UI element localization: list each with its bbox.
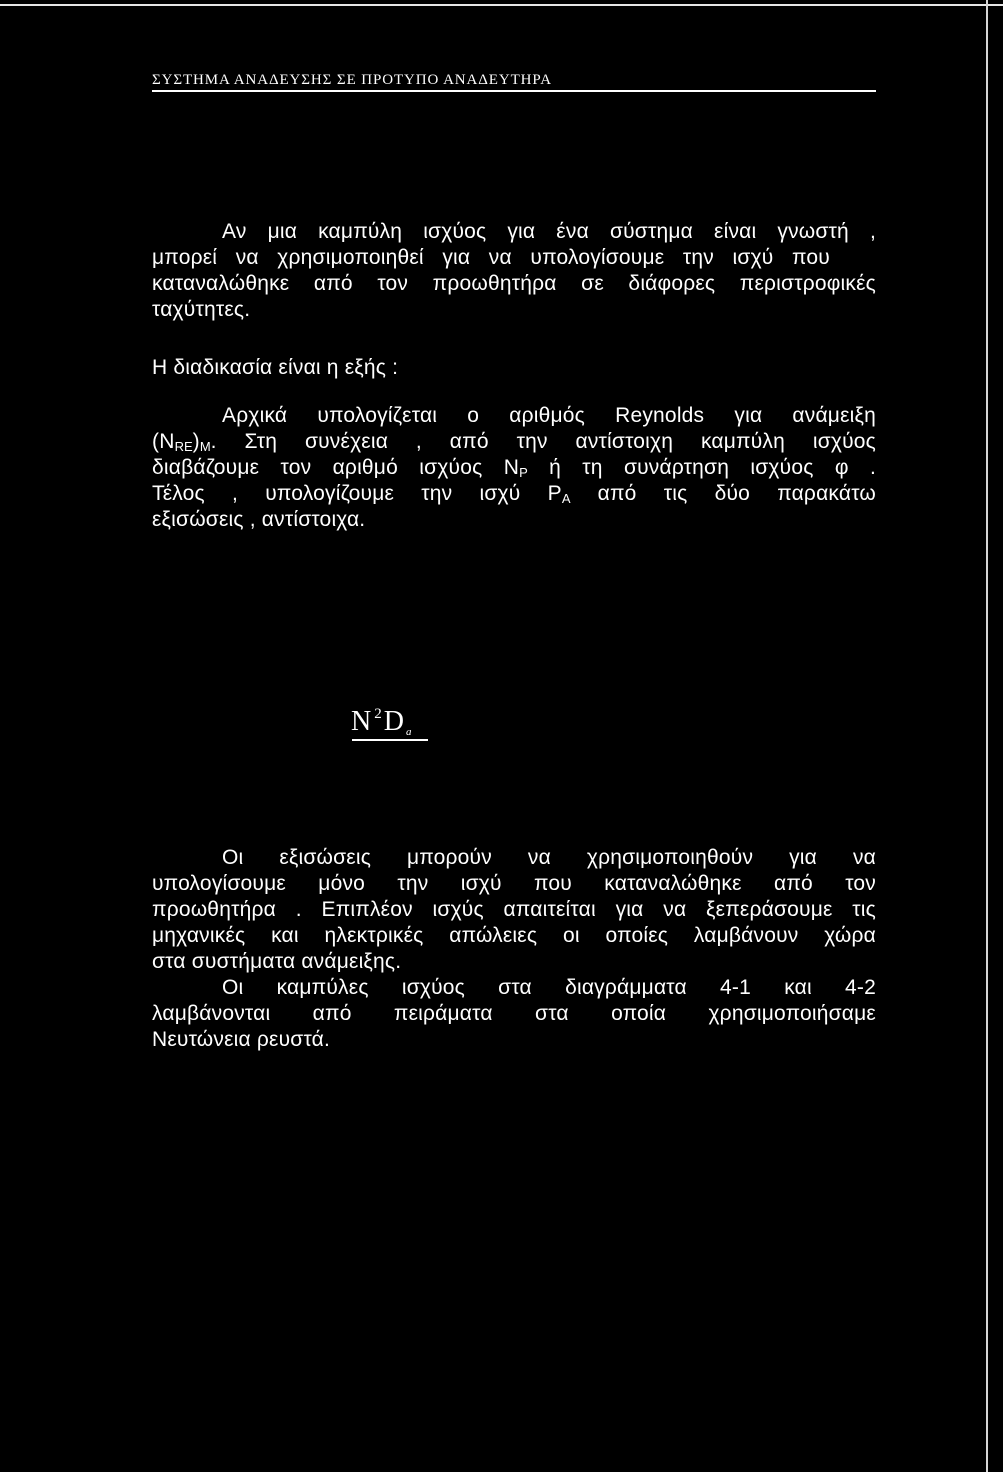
equation-superscript: 2 [374,706,382,722]
paragraph-4-line-4: μηχανικές και ηλεκτρικές απώλειες οι οποίες λαμβάνουν χώρα [152,924,876,947]
subscript-p: P [519,465,528,480]
header-underline [152,90,876,92]
equation-n: N [351,706,372,737]
paragraph-1-line-3: καταναλώθηκε από τον προωθητήρα σε διάφορες περιστροφικές [152,272,876,295]
paragraph-3-line-3-start: διαβάζουμε τον αριθμό ισχύος N [152,456,520,479]
equation-subscript: a [405,726,412,738]
subscript-m: M [199,439,211,454]
paragraph-4-line-6: Οι καμπύλες ισχύος στα διαγράμματα 4-1 και 4-2 [222,976,876,999]
equation [351,697,411,749]
paragraph-2: Η διαδικασία είναι η εξής : [152,356,399,379]
paragraph-4-line-1: Οι εξισώσεις μπορούν να χρησιμοποιηθούν για να [222,846,876,869]
paragraph-3-line-3-end: ή τη συνάρτηση ισχύος φ . [527,456,876,479]
paragraph-3-line-5: εξισώσεις , αντίστοιχα. [152,508,366,531]
fraction-bar [352,739,428,741]
paragraph-3-line-4-start: Τέλος , υπολογίζουμε την ισχύ P [152,482,562,505]
paragraph-1-line-4: ταχύτητες. [152,298,251,321]
paragraph-1-line-1: Αν μια καμπύλη ισχύος για ένα σύστημα είναι γνωστή , [222,220,876,243]
subscript-a: A [561,491,571,506]
paragraph-3-line-4-end: από τις δύο παρακάτω [570,482,876,505]
paragraph-3-line-2-text: . Στη συνέχεια , από την αντίστοιχη καμπύλη ισχύος [210,430,876,453]
reynolds-symbol-close: ) [192,430,200,453]
paragraph-3-line-1: Αρχικά υπολογίζεται ο αριθμός Reynolds για ανάμειξη [222,404,876,427]
paragraph-4-line-3: προωθητήρα . Επιπλέον ισχύς απαιτείται για να ξεπεράσουμε τις [152,898,876,921]
paragraph-4-line-8: Νευτώνεια ρευστά. [152,1028,331,1051]
subscript-re: RE [174,439,193,454]
reynolds-symbol-start: (N [152,430,175,453]
paragraph-1-line-2: μπορεί να χρησιμοποιηθεί για να υπολογίσουμε την ισχύ που [152,246,830,269]
equation-d: D [383,706,404,737]
paragraph-4-line-2: υπολογίσουμε μόνο την ισχύ που καταναλώθηκε από τον [152,872,876,895]
paragraph-4-line-7: λαμβάνονται από πειράματα στα οποία χρησιμοποιήσαμε [152,1002,876,1025]
page-right-border [986,0,988,1472]
running-header: ΣΥΣΤΗΜΑ ΑΝΑΔΕΥΣΗΣ ΣΕ ΠΡΟΤΥΠΟ ΑΝΑΔΕΥΤΗΡΑ [152,72,553,88]
page-top-border [0,4,1003,6]
paragraph-4-line-5: στα συστήματα ανάμειξης. [152,950,402,973]
